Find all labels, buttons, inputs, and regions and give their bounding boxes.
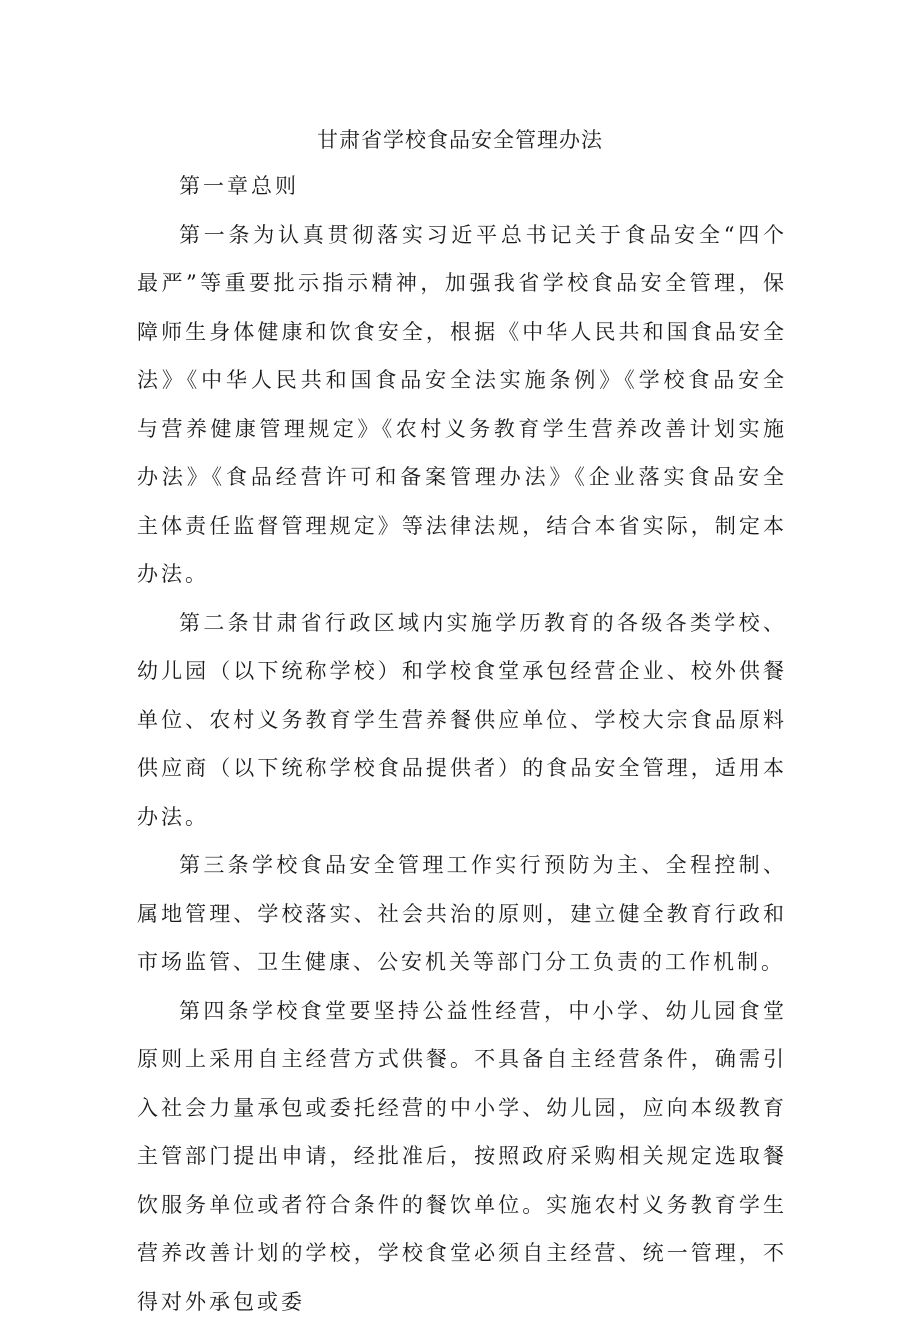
document-title: 甘肃省学校食品安全管理办法 — [0, 120, 920, 160]
chapter-heading: 第一章总则 — [137, 162, 787, 211]
article-3-paragraph: 第三条学校食品安全管理工作实行预防为主、全程控制、属地管理、学校落实、社会共治的原则，建立健全教育行政和市场监管、卫生健康、公安机关等部门分工负责的工作机制。 — [137, 841, 787, 987]
article-4-paragraph: 第四条学校食堂要坚持公益性经营，中小学、幼儿园食堂原则上采用自主经营方式供餐。不具备自主经营条件，确需引入社会力量承包或委托经营的中小学、幼儿园，应向本级教育主管部门提出申请，经批准后，按照政府采购相关规定选取餐饮服务单位或者符合条件的餐饮单位。实施农村义务教育学生营养改善计划的学校，学校食堂必须自主经营、统一管理，不得对外承包或委 — [137, 987, 787, 1326]
document-body — [137, 162, 787, 1326]
article-2-paragraph: 第二条甘肃省行政区域内实施学历教育的各级各类学校、幼儿园（以下统称学校）和学校食堂承包经营企业、校外供餐单位、农村义务教育学生营养餐供应单位、学校大宗食品原料供应商（以下统称学校食品提供者）的食品安全管理，适用本办法。 — [137, 599, 787, 842]
article-1-paragraph: 第一条为认真贯彻落实习近平总书记关于食品安全“四个最严”等重要批示指示精神，加强我省学校食品安全管理，保障师生身体健康和饮食安全，根据《中华人民共和国食品安全法》《中华人民共和国食品安全法实施条例》《学校食品安全与营养健康管理规定》《农村义务教育学生营养改善计划实施办法》《食品经营许可和备案管理办法》《企业落实食品安全主体责任监督管理规定》等法律法规，结合本省实际，制定本办法。 — [137, 211, 787, 599]
